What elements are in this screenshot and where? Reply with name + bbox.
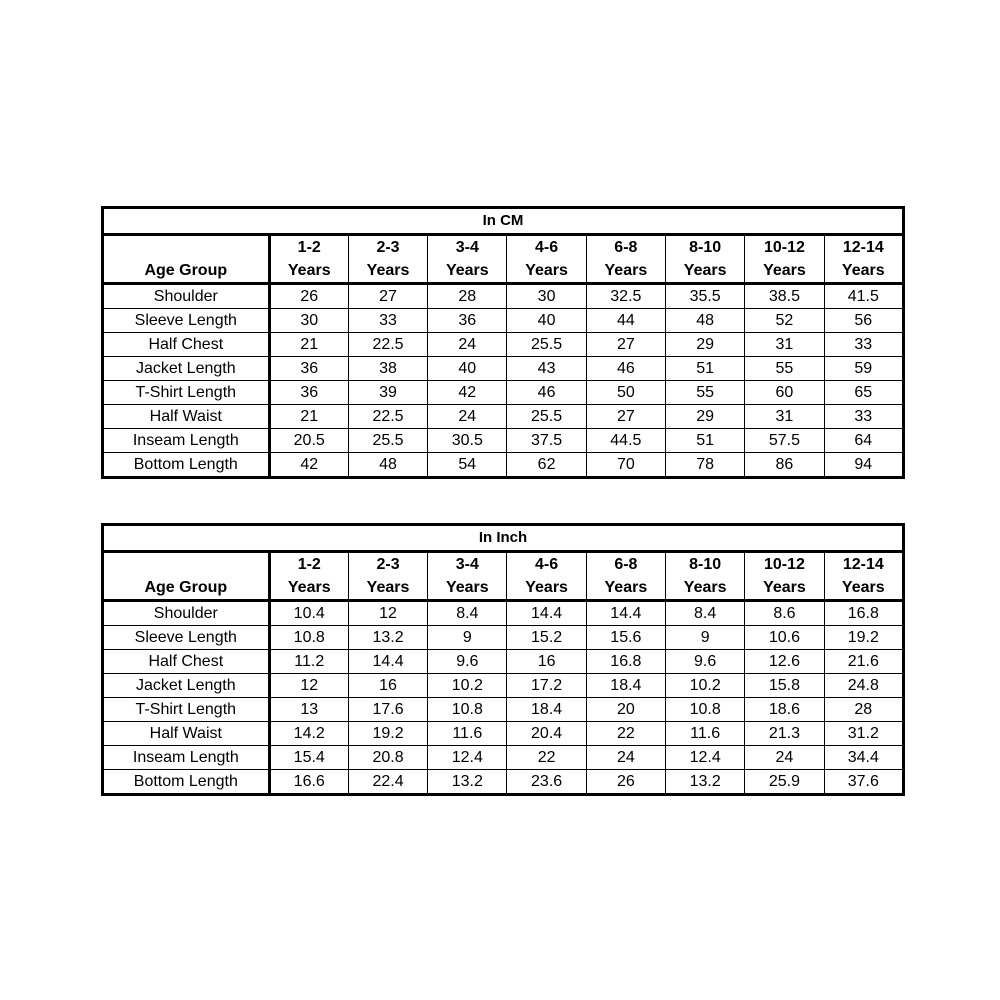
- measurement-value: 17.6: [348, 698, 427, 722]
- age-unit: Years: [445, 262, 489, 279]
- measurement-value: 30: [269, 309, 348, 333]
- table-row: [103, 357, 904, 381]
- age-range: 4-6: [535, 556, 559, 573]
- age-range: 2-3: [376, 556, 400, 573]
- measurement-value: 14.4: [507, 601, 586, 626]
- measurement-label: Half Waist: [103, 405, 270, 429]
- table-row: [103, 674, 904, 698]
- measurement-value: 31.2: [824, 722, 903, 746]
- measurement-value: 16.8: [824, 601, 903, 626]
- measurement-value: 24: [745, 746, 824, 770]
- measurement-value: 20.8: [348, 746, 427, 770]
- age-unit: Years: [525, 579, 568, 596]
- age-column-header: [269, 552, 348, 601]
- size-table-inch: [101, 523, 905, 796]
- measurement-value: 62: [507, 453, 586, 478]
- measurement-value: 60: [745, 381, 824, 405]
- measurement-value: 13: [269, 698, 348, 722]
- age-unit: Years: [445, 579, 489, 596]
- table-row: [103, 405, 904, 429]
- age-range: 8-10: [689, 239, 722, 256]
- measurement-value: 17.2: [507, 674, 586, 698]
- age-column-header: [586, 235, 665, 284]
- measurement-value: 20: [586, 698, 665, 722]
- measurement-value: 48: [666, 309, 745, 333]
- measurement-value: 36: [269, 381, 348, 405]
- table-row: [103, 746, 904, 770]
- table-row: [103, 429, 904, 453]
- measurement-label: Bottom Length: [103, 453, 270, 478]
- measurement-value: 15.6: [586, 626, 665, 650]
- measurement-value: 25.5: [507, 405, 586, 429]
- table-row: [103, 770, 904, 795]
- measurement-value: 19.2: [824, 626, 903, 650]
- age-range: 10-12: [763, 239, 805, 256]
- measurement-value: 29: [666, 333, 745, 357]
- table-row: [103, 626, 904, 650]
- age-column-header: [507, 552, 586, 601]
- table-row: [103, 722, 904, 746]
- measurement-value: 27: [586, 333, 665, 357]
- measurement-value: 31: [745, 405, 824, 429]
- measurement-value: 57.5: [745, 429, 824, 453]
- measurement-value: 24: [428, 333, 507, 357]
- age-column-header: [348, 552, 427, 601]
- measurement-value: 8.4: [428, 601, 507, 626]
- measurement-value: 70: [586, 453, 665, 478]
- measurement-value: 10.2: [666, 674, 745, 698]
- measurement-value: 42: [428, 381, 507, 405]
- measurement-value: 37.5: [507, 429, 586, 453]
- size-table-cm: [101, 206, 905, 479]
- age-column-header: [348, 235, 427, 284]
- measurement-value: 16: [348, 674, 427, 698]
- measurement-value: 37.6: [824, 770, 903, 795]
- header-row: [103, 552, 904, 601]
- measurement-value: 8.6: [745, 601, 824, 626]
- measurement-value: 10.2: [428, 674, 507, 698]
- measurement-label: Half Chest: [103, 650, 270, 674]
- measurement-value: 33: [824, 333, 903, 357]
- measurement-value: 16.8: [586, 650, 665, 674]
- measurement-value: 26: [586, 770, 665, 795]
- measurement-value: 12.4: [666, 746, 745, 770]
- measurement-value: 9.6: [428, 650, 507, 674]
- measurement-value: 38.5: [745, 284, 824, 309]
- measurement-value: 33: [824, 405, 903, 429]
- measurement-label: Inseam Length: [103, 746, 270, 770]
- measurement-value: 46: [586, 357, 665, 381]
- measurement-value: 24.8: [824, 674, 903, 698]
- measurement-value: 27: [348, 284, 427, 309]
- measurement-value: 25.5: [348, 429, 427, 453]
- age-range: 8-10: [689, 556, 722, 573]
- measurement-label: Bottom Length: [103, 770, 270, 795]
- measurement-label: Inseam Length: [103, 429, 270, 453]
- measurement-value: 8.4: [666, 601, 745, 626]
- age-unit: Years: [604, 262, 648, 279]
- measurement-label: Half Waist: [103, 722, 270, 746]
- age-group-header: Age Group: [103, 235, 270, 284]
- table-title: In CM: [103, 208, 904, 235]
- measurement-value: 50: [586, 381, 665, 405]
- measurement-label: Half Chest: [103, 333, 270, 357]
- age-column-header: [666, 235, 745, 284]
- measurement-label: T-Shirt Length: [103, 698, 270, 722]
- measurement-value: 16.6: [269, 770, 348, 795]
- measurement-value: 31: [745, 333, 824, 357]
- measurement-label: Sleeve Length: [103, 309, 270, 333]
- measurement-value: 18.4: [586, 674, 665, 698]
- table-row: [103, 650, 904, 674]
- measurement-value: 24: [586, 746, 665, 770]
- measurement-value: 20.5: [269, 429, 348, 453]
- table-title: In Inch: [103, 525, 904, 552]
- measurement-value: 14.4: [586, 601, 665, 626]
- measurement-value: 27: [586, 405, 665, 429]
- measurement-value: 10.8: [428, 698, 507, 722]
- table-row: [103, 333, 904, 357]
- age-column-header: [745, 552, 824, 601]
- measurement-value: 86: [745, 453, 824, 478]
- age-column-header: [824, 552, 903, 601]
- measurement-value: 21: [269, 333, 348, 357]
- age-unit: Years: [683, 262, 727, 279]
- measurement-value: 94: [824, 453, 903, 478]
- measurement-value: 10.4: [269, 601, 348, 626]
- age-group-header: Age Group: [103, 552, 270, 601]
- measurement-value: 13.2: [348, 626, 427, 650]
- table-row: [103, 453, 904, 478]
- measurement-value: 32.5: [586, 284, 665, 309]
- measurement-value: 64: [824, 429, 903, 453]
- measurement-value: 43: [507, 357, 586, 381]
- measurement-value: 25.5: [507, 333, 586, 357]
- measurement-value: 65: [824, 381, 903, 405]
- age-range: 12-14: [842, 556, 884, 573]
- age-range: 10-12: [763, 556, 805, 573]
- measurement-value: 38: [348, 357, 427, 381]
- age-unit: Years: [763, 579, 806, 596]
- age-unit: Years: [287, 579, 331, 596]
- measurement-value: 11.6: [666, 722, 745, 746]
- measurement-value: 13.2: [666, 770, 745, 795]
- measurement-value: 39: [348, 381, 427, 405]
- age-unit: Years: [841, 579, 885, 596]
- measurement-value: 19.2: [348, 722, 427, 746]
- table-row: [103, 309, 904, 333]
- measurement-label: Sleeve Length: [103, 626, 270, 650]
- measurement-value: 41.5: [824, 284, 903, 309]
- age-range: 4-6: [535, 239, 559, 256]
- measurement-label: T-Shirt Length: [103, 381, 270, 405]
- age-unit: Years: [366, 579, 410, 596]
- measurement-value: 40: [507, 309, 586, 333]
- age-range: 3-4: [455, 239, 479, 256]
- measurement-value: 12: [348, 601, 427, 626]
- table-row: [103, 284, 904, 309]
- age-column-header: [428, 552, 507, 601]
- measurement-value: 51: [666, 357, 745, 381]
- age-unit: Years: [287, 262, 331, 279]
- measurement-value: 55: [745, 357, 824, 381]
- measurement-value: 35.5: [666, 284, 745, 309]
- measurement-value: 59: [824, 357, 903, 381]
- measurement-value: 13.2: [428, 770, 507, 795]
- measurement-value: 44.5: [586, 429, 665, 453]
- measurement-label: Jacket Length: [103, 674, 270, 698]
- header-row: [103, 235, 904, 284]
- measurement-value: 16: [507, 650, 586, 674]
- measurement-value: 12.6: [745, 650, 824, 674]
- measurement-value: 22.4: [348, 770, 427, 795]
- measurement-value: 29: [666, 405, 745, 429]
- measurement-value: 52: [745, 309, 824, 333]
- measurement-value: 51: [666, 429, 745, 453]
- measurement-value: 10.8: [666, 698, 745, 722]
- age-unit: Years: [841, 262, 885, 279]
- age-range: 3-4: [455, 556, 479, 573]
- measurement-value: 14.2: [269, 722, 348, 746]
- measurement-value: 26: [269, 284, 348, 309]
- measurement-label: Shoulder: [103, 601, 270, 626]
- age-column-header: [586, 552, 665, 601]
- age-unit: Years: [525, 262, 568, 279]
- measurement-value: 11.6: [428, 722, 507, 746]
- table-row: [103, 698, 904, 722]
- measurement-value: 23.6: [507, 770, 586, 795]
- age-range: 12-14: [842, 239, 884, 256]
- age-column-header: [666, 552, 745, 601]
- measurement-value: 24: [428, 405, 507, 429]
- measurement-value: 33: [348, 309, 427, 333]
- age-column-header: [507, 235, 586, 284]
- measurement-value: 55: [666, 381, 745, 405]
- measurement-value: 18.4: [507, 698, 586, 722]
- age-column-header: [824, 235, 903, 284]
- measurement-value: 11.2: [269, 650, 348, 674]
- measurement-value: 54: [428, 453, 507, 478]
- age-unit: Years: [683, 579, 727, 596]
- measurement-value: 21.3: [745, 722, 824, 746]
- measurement-value: 46: [507, 381, 586, 405]
- measurement-value: 22: [507, 746, 586, 770]
- measurement-value: 15.8: [745, 674, 824, 698]
- measurement-value: 9.6: [666, 650, 745, 674]
- measurement-value: 9: [666, 626, 745, 650]
- age-unit: Years: [763, 262, 806, 279]
- measurement-value: 42: [269, 453, 348, 478]
- measurement-value: 22.5: [348, 405, 427, 429]
- measurement-value: 30.5: [428, 429, 507, 453]
- measurement-value: 36: [269, 357, 348, 381]
- measurement-value: 36: [428, 309, 507, 333]
- age-range: 1-2: [297, 556, 321, 573]
- measurement-value: 21: [269, 405, 348, 429]
- measurement-value: 12.4: [428, 746, 507, 770]
- measurement-value: 28: [824, 698, 903, 722]
- measurement-value: 56: [824, 309, 903, 333]
- measurement-value: 15.2: [507, 626, 586, 650]
- measurement-value: 28: [428, 284, 507, 309]
- age-range: 1-2: [297, 239, 321, 256]
- measurement-value: 15.4: [269, 746, 348, 770]
- measurement-value: 10.8: [269, 626, 348, 650]
- measurement-value: 9: [428, 626, 507, 650]
- age-column-header: [428, 235, 507, 284]
- age-range: 6-8: [614, 239, 638, 256]
- age-range: 6-8: [614, 556, 638, 573]
- measurement-label: Jacket Length: [103, 357, 270, 381]
- measurement-value: 22: [586, 722, 665, 746]
- age-column-header: [269, 235, 348, 284]
- measurement-value: 34.4: [824, 746, 903, 770]
- measurement-value: 44: [586, 309, 665, 333]
- measurement-value: 10.6: [745, 626, 824, 650]
- age-range: 2-3: [376, 239, 400, 256]
- age-unit: Years: [604, 579, 648, 596]
- measurement-value: 30: [507, 284, 586, 309]
- age-unit: Years: [366, 262, 410, 279]
- measurement-value: 48: [348, 453, 427, 478]
- measurement-value: 18.6: [745, 698, 824, 722]
- measurement-value: 40: [428, 357, 507, 381]
- measurement-value: 21.6: [824, 650, 903, 674]
- table-row: [103, 381, 904, 405]
- measurement-value: 78: [666, 453, 745, 478]
- measurement-value: 22.5: [348, 333, 427, 357]
- age-column-header: [745, 235, 824, 284]
- measurement-label: Shoulder: [103, 284, 270, 309]
- measurement-value: 25.9: [745, 770, 824, 795]
- measurement-value: 12: [269, 674, 348, 698]
- measurement-value: 20.4: [507, 722, 586, 746]
- table-row: [103, 601, 904, 626]
- measurement-value: 14.4: [348, 650, 427, 674]
